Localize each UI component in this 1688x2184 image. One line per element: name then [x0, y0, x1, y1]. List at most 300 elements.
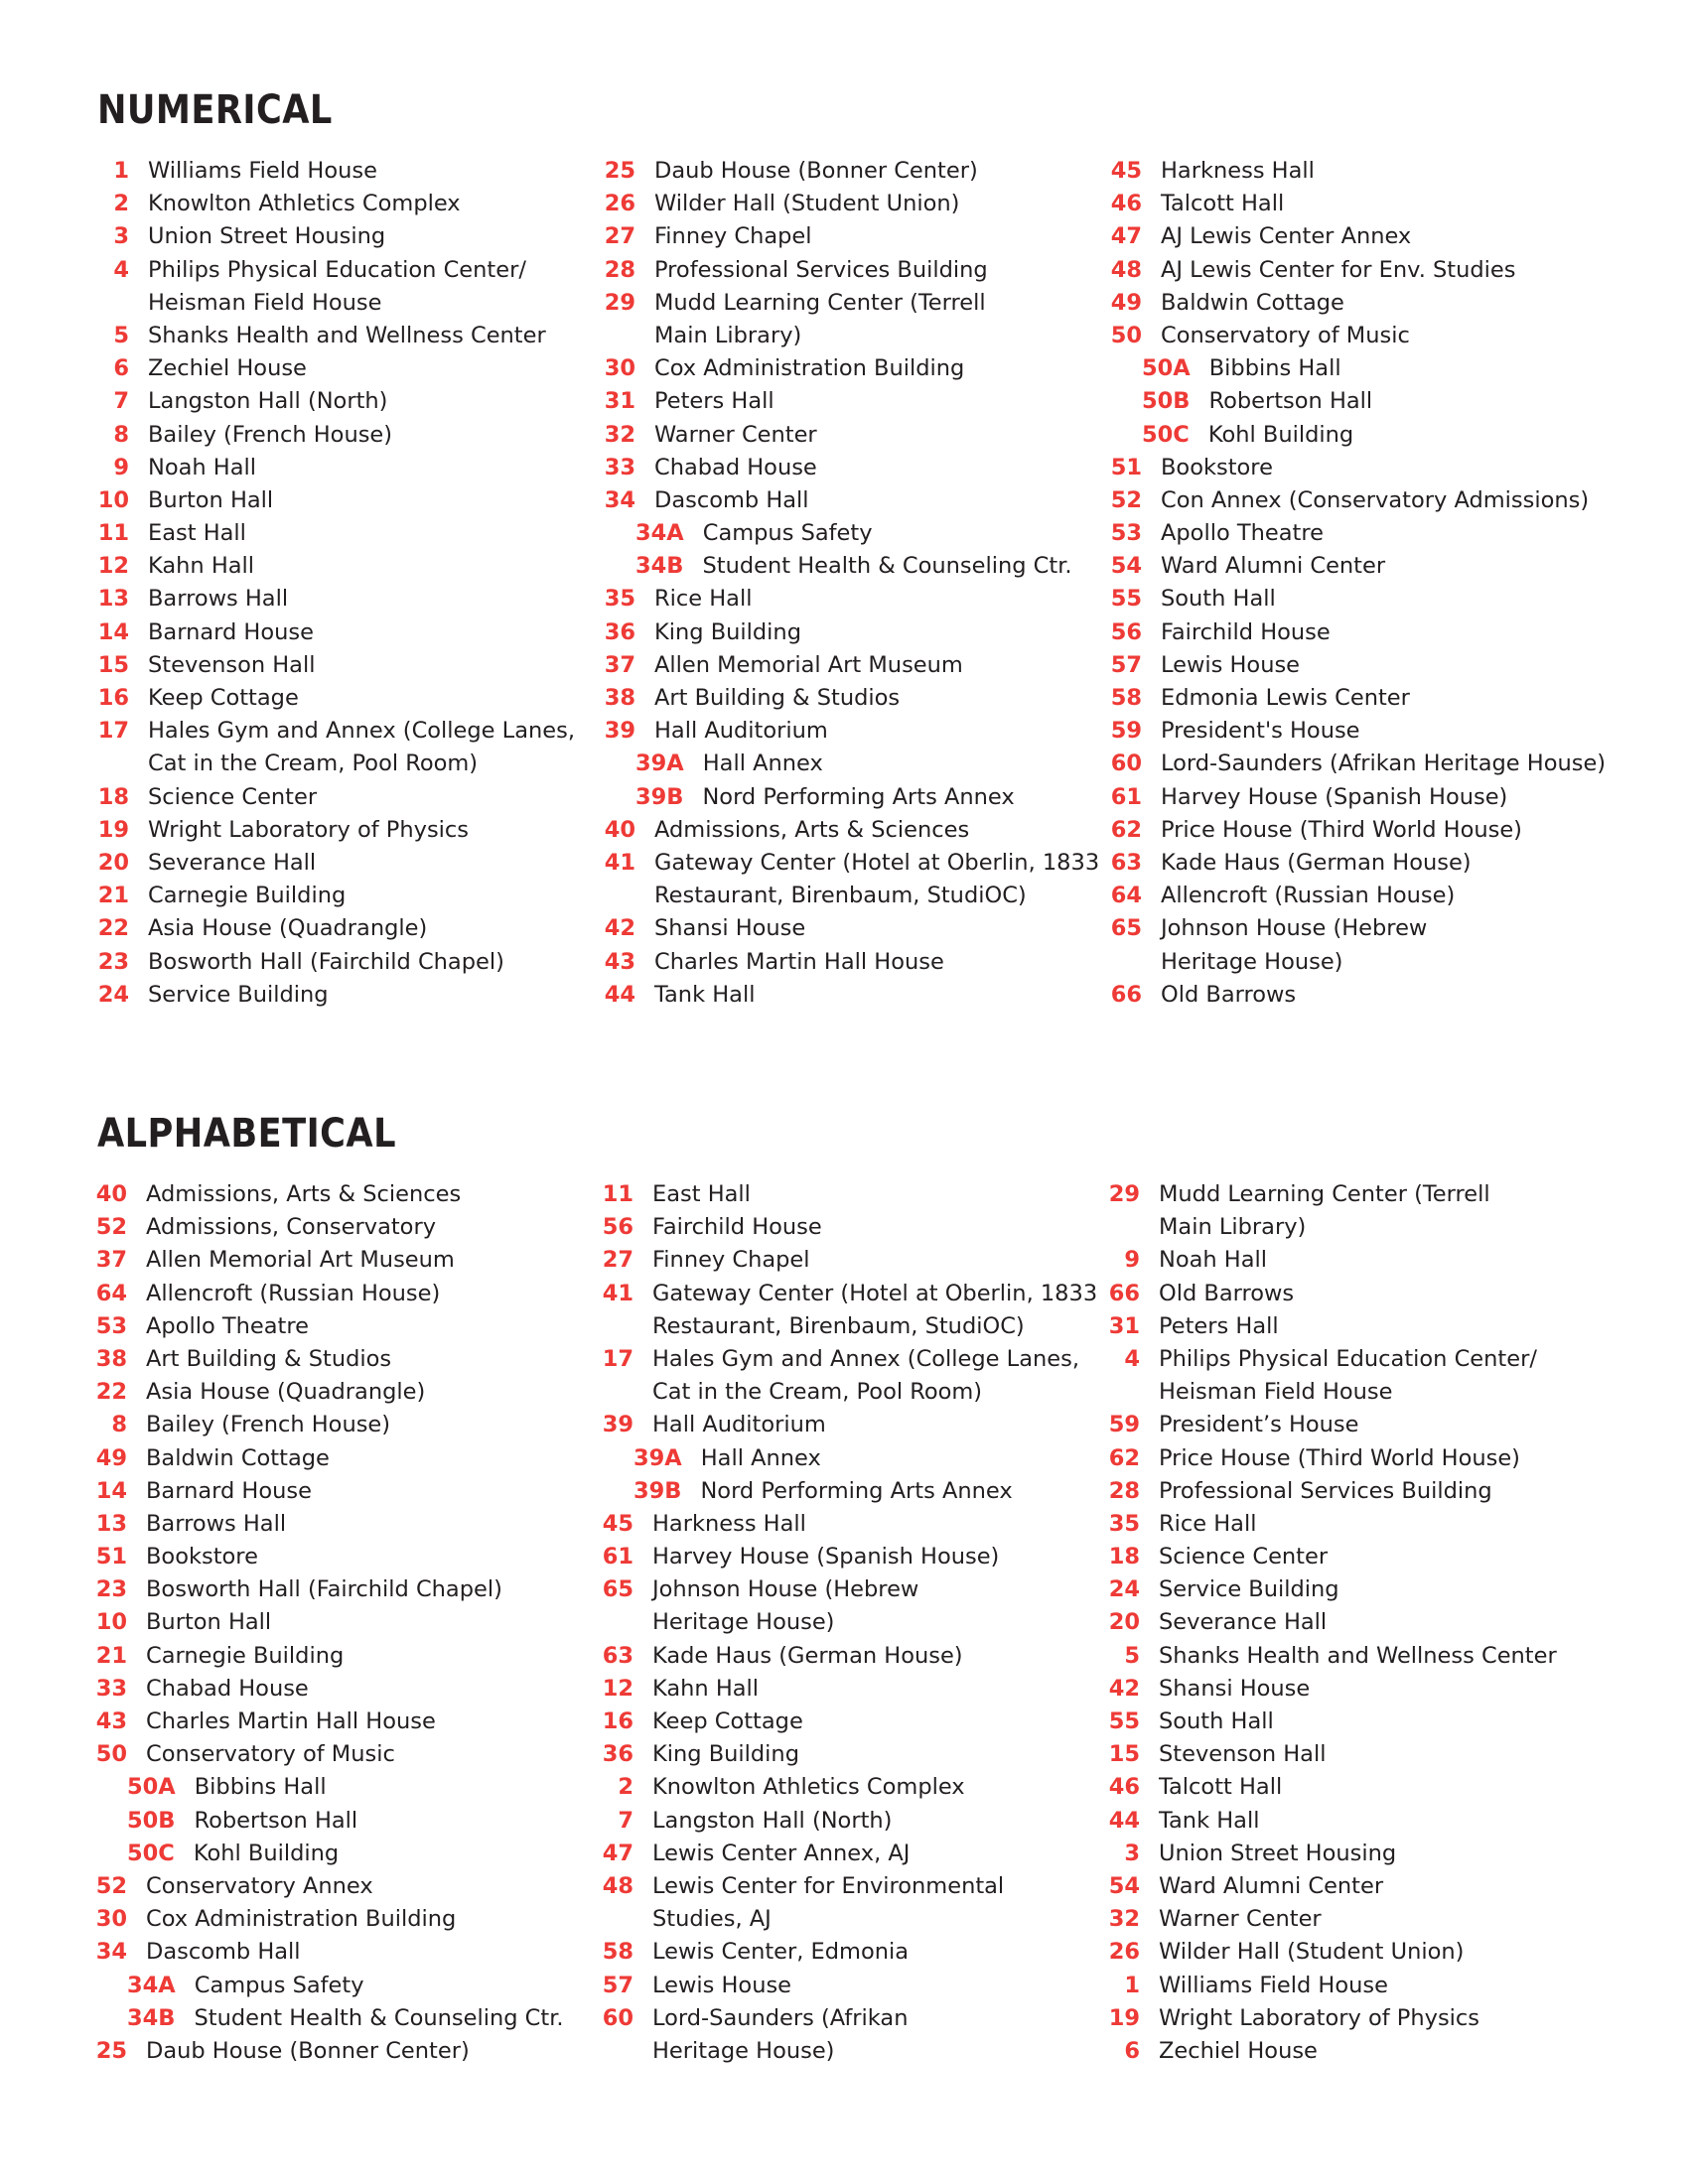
- list-entry: [582, 583, 1099, 615]
- entry-name: Science Center: [1159, 1544, 1329, 1570]
- entry-number: 59: [1110, 718, 1142, 745]
- entry-number: 28: [1108, 1477, 1140, 1504]
- entry-number: 49: [95, 1444, 127, 1471]
- entry-number: 34B: [635, 553, 684, 580]
- entry-number: 48: [1110, 256, 1142, 283]
- list-entry: [75, 880, 575, 912]
- entry-name: Heisman Field House: [148, 289, 382, 316]
- sub-entry: [582, 517, 1099, 550]
- list-entry: [73, 1310, 564, 1343]
- sub-entry: [582, 748, 1099, 780]
- entry-number: 3: [113, 223, 129, 250]
- list-entry: [75, 385, 575, 418]
- entry-name: Philips Physical Education Center/: [1159, 1345, 1537, 1372]
- entry-name: Professional Services Building: [654, 256, 988, 283]
- entry-number: 4: [113, 256, 129, 283]
- list-entry: [1088, 748, 1606, 780]
- entry-name: Science Center: [148, 783, 318, 810]
- list-entry: [1086, 1475, 1557, 1508]
- entry-number: 53: [1110, 520, 1142, 547]
- entry-name: Old Barrows: [1161, 981, 1297, 1008]
- list-entry: [73, 1936, 564, 1969]
- list-entry: [73, 1475, 564, 1508]
- entry-name: Harkness Hall: [1161, 158, 1315, 184]
- entry-number: 55: [1108, 1708, 1140, 1734]
- entry-name: Art Building & Studios: [146, 1345, 392, 1372]
- entry-name: Bailey (French House): [148, 421, 393, 448]
- list-entry: [582, 912, 1099, 945]
- entry-name: AJ Lewis Center for Env. Studies: [1161, 256, 1516, 283]
- entry-name: Bosworth Hall (Fairchild Chapel): [146, 1576, 502, 1603]
- alphabetical-column-3: [1086, 1178, 1557, 2068]
- entry-number: 20: [1108, 1609, 1140, 1636]
- entry-number: 60: [602, 2004, 633, 2031]
- entry-name: Chabad House: [654, 454, 817, 480]
- entry-number: 34: [604, 486, 635, 513]
- list-entry: [1086, 1673, 1557, 1706]
- list-entry: [582, 682, 1099, 715]
- entry-number: 29: [604, 289, 635, 316]
- entry-name: Barrows Hall: [148, 586, 289, 613]
- entry-name: Campus Safety: [194, 1972, 364, 1998]
- entry-number: [580, 1310, 633, 1343]
- entry-number: 50C: [127, 1840, 175, 1866]
- entry-continuation: [580, 2035, 1097, 2068]
- entry-number: 55: [1110, 586, 1142, 613]
- list-entry: [1088, 550, 1606, 583]
- entry-number: 2: [113, 191, 129, 217]
- entry-number: 50A: [127, 1774, 176, 1801]
- entry-number: 39A: [633, 1444, 682, 1471]
- entry-name: Zechiel House: [148, 355, 307, 382]
- entry-name: Keep Cottage: [652, 1708, 803, 1734]
- list-entry: [1088, 452, 1606, 484]
- entry-name: Finney Chapel: [654, 223, 812, 250]
- entry-name: Harvey House (Spanish House): [652, 1544, 1000, 1570]
- list-entry: [75, 682, 575, 715]
- entry-number: 22: [95, 1379, 127, 1406]
- entry-number: 14: [97, 618, 129, 645]
- entry-name: Allencroft (Russian House): [146, 1280, 441, 1306]
- sub-entry: [73, 2002, 564, 2035]
- entry-name: Price House (Third World House): [1159, 1444, 1520, 1471]
- entry-number: 32: [1108, 1906, 1140, 1933]
- entry-name: Gateway Center (Hotel at Oberlin, 1833: [654, 849, 1100, 876]
- entry-number: 58: [602, 1939, 633, 1966]
- list-entry: [1088, 616, 1606, 649]
- entry-number: 50B: [1142, 388, 1191, 415]
- list-entry: [580, 1673, 1097, 1706]
- entry-number: 44: [1108, 1807, 1140, 1834]
- entry-number: 12: [602, 1675, 633, 1702]
- entry-name: Lewis House: [652, 1972, 792, 1998]
- list-entry: [73, 1343, 564, 1376]
- entry-name: Hales Gym and Annex (College Lanes,: [148, 718, 575, 745]
- entry-number: 26: [1108, 1939, 1140, 1966]
- entry-name: Admissions, Arts & Sciences: [654, 816, 970, 843]
- entry-number: 38: [604, 685, 635, 711]
- list-entry: [1086, 1541, 1557, 1573]
- entry-name: Lord-Saunders (Afrikan Heritage House): [1161, 751, 1607, 777]
- entry-number: 39B: [633, 1477, 682, 1504]
- entry-name: Barnard House: [146, 1477, 312, 1504]
- entry-continuation: [1088, 946, 1606, 979]
- entry-continuation: [1086, 1211, 1557, 1244]
- entry-number: 58: [1110, 685, 1142, 711]
- list-entry: [1086, 1573, 1557, 1606]
- list-entry: [582, 814, 1099, 847]
- entry-number: [580, 1376, 633, 1409]
- list-entry: [75, 912, 575, 945]
- numerical-column-2: [582, 155, 1099, 1012]
- sub-entry: [73, 1805, 564, 1838]
- alphabetical-column-1: [73, 1178, 564, 2068]
- entry-number: [75, 287, 129, 320]
- entry-name: Allen Memorial Art Museum: [654, 651, 963, 678]
- entry-name: Heritage House): [652, 2037, 835, 2064]
- entry-name: Asia House (Quadrangle): [148, 915, 428, 942]
- list-entry: [1086, 1278, 1557, 1310]
- entry-name: Apollo Theatre: [1161, 520, 1324, 547]
- entry-continuation: [582, 320, 1099, 352]
- entry-name: Tank Hall: [654, 981, 756, 1008]
- sub-entry: [73, 1970, 564, 2002]
- list-entry: [1088, 220, 1606, 253]
- entry-number: 9: [113, 454, 129, 480]
- entry-number: 24: [97, 981, 129, 1008]
- entry-name: Allen Memorial Art Museum: [146, 1247, 455, 1274]
- list-entry: [1086, 1442, 1557, 1475]
- list-entry: [1086, 1903, 1557, 1936]
- entry-number: 4: [1124, 1345, 1140, 1372]
- entry-number: 1: [1124, 1972, 1140, 1998]
- entry-name: Apollo Theatre: [146, 1312, 309, 1339]
- entry-name: Charles Martin Hall House: [654, 948, 944, 975]
- list-entry: [580, 1970, 1097, 2002]
- entry-number: 13: [95, 1510, 127, 1537]
- list-entry: [582, 352, 1099, 385]
- list-entry: [582, 155, 1099, 188]
- list-entry: [582, 188, 1099, 220]
- entry-name: Shanks Health and Wellness Center: [148, 322, 546, 348]
- entry-name: Hall Annex: [702, 751, 823, 777]
- entry-name: Noah Hall: [1159, 1247, 1268, 1274]
- entry-number: 41: [602, 1280, 633, 1306]
- entry-number: 66: [1108, 1280, 1140, 1306]
- entry-number: 34: [95, 1939, 127, 1966]
- entry-name: Cox Administration Building: [146, 1906, 457, 1933]
- entry-number: 40: [95, 1181, 127, 1207]
- entry-number: 48: [602, 1872, 633, 1899]
- sub-entry: [73, 1771, 564, 1804]
- list-entry: [1086, 1310, 1557, 1343]
- sub-entry: [1088, 352, 1606, 385]
- entry-continuation: [75, 287, 575, 320]
- list-entry: [580, 1805, 1097, 1838]
- entry-name: Philips Physical Education Center/: [148, 256, 526, 283]
- list-entry: [75, 484, 575, 517]
- entry-name: Shansi House: [654, 915, 806, 942]
- entry-number: 33: [604, 454, 635, 480]
- entry-number: 61: [602, 1544, 633, 1570]
- entry-name: Restaurant, Birenbaum, StudiOC): [652, 1312, 1025, 1339]
- list-entry: [75, 220, 575, 253]
- entry-number: 57: [602, 1972, 633, 1998]
- entry-number: 23: [95, 1576, 127, 1603]
- entry-name: Bibbins Hall: [194, 1774, 327, 1801]
- entry-number: 54: [1108, 1872, 1140, 1899]
- entry-number: 38: [95, 1345, 127, 1372]
- entry-name: Hales Gym and Annex (College Lanes,: [652, 1345, 1079, 1372]
- list-entry: [1088, 682, 1606, 715]
- list-entry: [580, 1409, 1097, 1441]
- entry-name: Bosworth Hall (Fairchild Chapel): [148, 948, 504, 975]
- list-entry: [582, 616, 1099, 649]
- entry-number: 47: [602, 1840, 633, 1866]
- entry-number: 64: [95, 1280, 127, 1306]
- list-entry: [580, 1508, 1097, 1541]
- list-entry: [73, 1870, 564, 1903]
- entry-number: 50: [95, 1741, 127, 1768]
- entry-number: 10: [97, 486, 129, 513]
- list-entry: [1086, 1970, 1557, 2002]
- entry-number: 30: [95, 1906, 127, 1933]
- sub-entry: [580, 1475, 1097, 1508]
- entry-number: 64: [1110, 883, 1142, 909]
- entry-name: Carnegie Building: [148, 883, 347, 909]
- list-entry: [1088, 583, 1606, 615]
- entry-number: 6: [113, 355, 129, 382]
- entry-number: 61: [1110, 783, 1142, 810]
- list-entry: [73, 1573, 564, 1606]
- list-entry: [1088, 484, 1606, 517]
- list-entry: [75, 847, 575, 880]
- list-entry: [73, 1673, 564, 1706]
- entry-number: 56: [1110, 618, 1142, 645]
- entry-name: Kohl Building: [1207, 421, 1354, 448]
- entry-number: 22: [97, 915, 129, 942]
- alphabetical-column-2: [580, 1178, 1097, 2068]
- list-entry: [580, 1278, 1097, 1310]
- numerical-column-1: [75, 155, 575, 1012]
- list-entry: [580, 1870, 1097, 1903]
- entry-number: 13: [97, 586, 129, 613]
- list-entry: [75, 517, 575, 550]
- entry-name: Heritage House): [1161, 948, 1343, 975]
- entry-name: Union Street Housing: [148, 223, 386, 250]
- entry-number: 46: [1110, 191, 1142, 217]
- entry-name: Kade Haus (German House): [1161, 849, 1472, 876]
- entry-number: [1088, 946, 1142, 979]
- entry-number: 63: [1110, 849, 1142, 876]
- entry-number: 21: [97, 883, 129, 909]
- list-entry: [1088, 517, 1606, 550]
- list-entry: [75, 254, 575, 287]
- numerical-column-3: [1088, 155, 1606, 1012]
- entry-number: 34B: [127, 2004, 176, 2031]
- entry-number: 32: [604, 421, 635, 448]
- entry-number: 35: [1108, 1510, 1140, 1537]
- entry-name: Main Library): [1159, 1214, 1307, 1241]
- entry-name: East Hall: [652, 1181, 751, 1207]
- list-entry: [1088, 814, 1606, 847]
- entry-number: [582, 320, 635, 352]
- entry-name: Barnard House: [148, 618, 314, 645]
- list-entry: [582, 715, 1099, 748]
- list-entry: [73, 1278, 564, 1310]
- list-entry: [73, 1178, 564, 1211]
- list-entry: [580, 2002, 1097, 2035]
- entry-number: 14: [95, 1477, 127, 1504]
- entry-number: 9: [1124, 1247, 1140, 1274]
- entry-name: Hall Auditorium: [654, 718, 828, 745]
- entry-number: 52: [95, 1214, 127, 1241]
- entry-number: 27: [602, 1247, 633, 1274]
- list-entry: [75, 715, 575, 748]
- list-entry: [1086, 2035, 1557, 2068]
- list-entry: [75, 419, 575, 452]
- entry-number: 21: [95, 1642, 127, 1669]
- list-entry: [1086, 1738, 1557, 1771]
- entry-number: 41: [604, 849, 635, 876]
- list-entry: [75, 649, 575, 682]
- entry-number: 7: [113, 388, 129, 415]
- list-entry: [73, 1244, 564, 1277]
- entry-name: Conservatory Annex: [146, 1872, 373, 1899]
- entry-name: Kohl Building: [193, 1840, 340, 1866]
- list-entry: [73, 1738, 564, 1771]
- entry-number: 35: [604, 586, 635, 613]
- list-entry: [75, 320, 575, 352]
- list-entry: [75, 188, 575, 220]
- entry-name: Mudd Learning Center (Terrell: [654, 289, 986, 316]
- entry-number: 37: [604, 651, 635, 678]
- entry-name: Robertson Hall: [1208, 388, 1373, 415]
- entry-name: Peters Hall: [1159, 1312, 1279, 1339]
- list-entry: [580, 1738, 1097, 1771]
- entry-number: 27: [604, 223, 635, 250]
- list-entry: [1088, 287, 1606, 320]
- entry-name: Conservatory of Music: [1161, 322, 1410, 348]
- entry-number: 50C: [1142, 421, 1190, 448]
- entry-name: Kade Haus (German House): [652, 1642, 963, 1669]
- entry-name: Heritage House): [652, 1609, 835, 1636]
- list-entry: [1086, 1409, 1557, 1441]
- entry-number: 3: [1124, 1840, 1140, 1866]
- entry-name: Edmonia Lewis Center: [1161, 685, 1410, 711]
- entry-name: Studies, AJ: [652, 1906, 772, 1933]
- entry-name: Peters Hall: [654, 388, 774, 415]
- entry-name: Campus Safety: [702, 520, 873, 547]
- entry-number: 11: [97, 520, 129, 547]
- sub-entry: [582, 550, 1099, 583]
- entry-number: 50B: [127, 1807, 176, 1834]
- entry-name: Rice Hall: [654, 586, 753, 613]
- entry-name: Knowlton Athletics Complex: [148, 191, 461, 217]
- list-entry: [1088, 847, 1606, 880]
- entry-number: 45: [602, 1510, 633, 1537]
- entry-name: Knowlton Athletics Complex: [652, 1774, 965, 1801]
- entry-number: 36: [602, 1741, 633, 1768]
- entry-continuation: [580, 1606, 1097, 1639]
- entry-name: Charles Martin Hall House: [146, 1708, 436, 1734]
- entry-number: 49: [1110, 289, 1142, 316]
- entry-number: 36: [604, 618, 635, 645]
- entry-number: 28: [604, 256, 635, 283]
- sub-entry: [1088, 385, 1606, 418]
- list-entry: [1088, 649, 1606, 682]
- list-entry: [580, 1573, 1097, 1606]
- entry-name: Severance Hall: [1159, 1609, 1328, 1636]
- entry-name: Williams Field House: [148, 158, 377, 184]
- entry-number: 60: [1110, 751, 1142, 777]
- entry-name: Service Building: [1159, 1576, 1339, 1603]
- list-entry: [75, 979, 575, 1012]
- list-entry: [580, 1178, 1097, 1211]
- entry-number: 18: [1108, 1544, 1140, 1570]
- entry-number: 19: [97, 816, 129, 843]
- entry-number: 24: [1108, 1576, 1140, 1603]
- entry-name: Johnson House (Hebrew: [652, 1576, 919, 1603]
- entry-continuation: [580, 1376, 1097, 1409]
- entry-name: Admissions, Conservatory: [146, 1214, 437, 1241]
- entry-number: 37: [95, 1247, 127, 1274]
- entry-name: Carnegie Building: [146, 1642, 345, 1669]
- entry-name: Noah Hall: [148, 454, 257, 480]
- entry-name: Dascomb Hall: [654, 486, 809, 513]
- entry-number: 65: [1110, 915, 1142, 942]
- entry-number: 44: [604, 981, 635, 1008]
- entry-name: Student Health & Counseling Ctr.: [194, 2004, 564, 2031]
- entry-name: President’s House: [1159, 1412, 1359, 1438]
- entry-name: Dascomb Hall: [146, 1939, 301, 1966]
- entry-number: 19: [1108, 2004, 1140, 2031]
- list-entry: [73, 2035, 564, 2068]
- entry-number: 34A: [635, 520, 684, 547]
- entry-number: 40: [604, 816, 635, 843]
- entry-name: South Hall: [1161, 586, 1276, 613]
- list-entry: [1086, 1178, 1557, 1211]
- sub-entry: [580, 1442, 1097, 1475]
- entry-number: 15: [97, 651, 129, 678]
- entry-name: Nord Performing Arts Annex: [700, 1477, 1013, 1504]
- entry-number: 10: [95, 1609, 127, 1636]
- entry-number: 25: [604, 158, 635, 184]
- entry-name: Johnson House (Hebrew: [1161, 915, 1428, 942]
- entry-name: Bibbins Hall: [1208, 355, 1341, 382]
- entry-number: 56: [602, 1214, 633, 1241]
- entry-name: Talcott Hall: [1161, 191, 1285, 217]
- entry-name: Burton Hall: [148, 486, 274, 513]
- list-entry: [75, 352, 575, 385]
- list-entry: [1088, 155, 1606, 188]
- list-entry: [73, 1903, 564, 1936]
- list-entry: [580, 1211, 1097, 1244]
- list-entry: [582, 220, 1099, 253]
- entry-number: 62: [1110, 816, 1142, 843]
- entry-number: 50: [1110, 322, 1142, 348]
- entry-name: Wright Laboratory of Physics: [1159, 2004, 1480, 2031]
- list-entry: [1086, 1508, 1557, 1541]
- entry-name: Baldwin Cottage: [1161, 289, 1344, 316]
- entry-number: 53: [95, 1312, 127, 1339]
- entry-name: Lewis House: [1161, 651, 1301, 678]
- entry-name: Bookstore: [146, 1544, 258, 1570]
- list-entry: [1088, 979, 1606, 1012]
- list-entry: [1088, 781, 1606, 814]
- list-entry: [1086, 1640, 1557, 1673]
- list-entry: [75, 583, 575, 615]
